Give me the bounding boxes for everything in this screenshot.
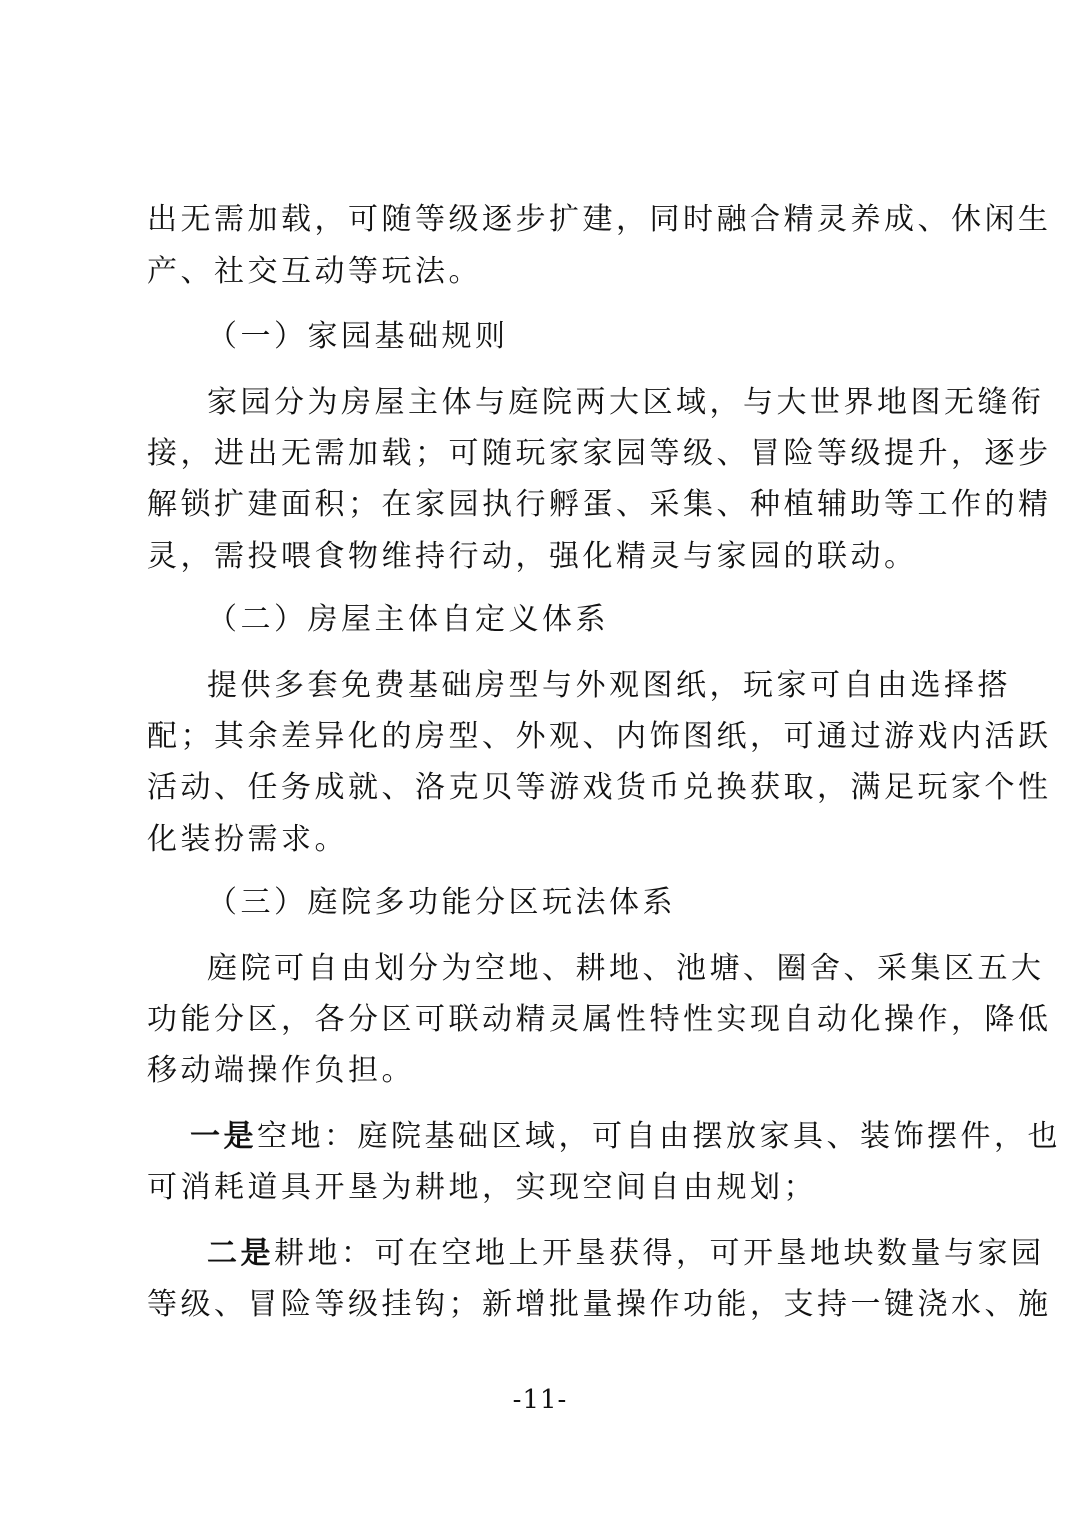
list-item-text: 耕地：可在空地上开垦获得，可开垦地块数量与家园 [274, 1236, 1045, 1271]
section-heading-3: （三）庭院多功能分区玩法体系 [207, 885, 676, 920]
body-text-line: 活动、任务成就、洛克贝等游戏货币兑换获取，满足玩家个性 [147, 770, 1052, 805]
body-text-line: 接，进出无需加载；可随玩家家园等级、冒险等级提升，逐步 [147, 436, 1052, 471]
body-text-line: 提供多套免费基础房型与外观图纸，玩家可自由选择搭 [207, 668, 1011, 703]
list-item-lead: 二是 [207, 1236, 274, 1271]
list-item-line [207, 1234, 1045, 1274]
section-heading-1: （一）家园基础规则 [207, 319, 509, 354]
list-item-text: 空地：庭院基础区域，可自由摆放家具、装饰摆件，也 [257, 1119, 1061, 1154]
body-text-line: 解锁扩建面积；在家园执行孵蛋、采集、种植辅助等工作的精 [147, 487, 1052, 522]
section-heading-2: （二）房屋主体自定义体系 [207, 602, 609, 637]
body-text-line: 可消耗道具开垦为耕地，实现空间自由规划； [147, 1170, 817, 1205]
body-text-line: 出无需加载，可随等级逐步扩建，同时融合精灵养成、休闲生 [147, 202, 1052, 237]
body-text-line: 庭院可自由划分为空地、耕地、池塘、圈舍、采集区五大 [207, 951, 1045, 986]
list-item-lead: 一是 [190, 1119, 257, 1154]
page-number: -11- [512, 1385, 568, 1415]
body-text-line: 灵，需投喂食物维持行动，强化精灵与家园的联动。 [147, 539, 918, 574]
body-text-line: 功能分区，各分区可联动精灵属性特性实现自动化操作，降低 [147, 1002, 1052, 1037]
list-item-line [190, 1117, 1061, 1157]
body-text-line: 配；其余差异化的房型、外观、内饰图纸，可通过游戏内活跃 [147, 719, 1052, 754]
body-text-line: 化装扮需求。 [147, 822, 348, 857]
body-text-line: 家园分为房屋主体与庭院两大区域，与大世界地图无缝衔 [207, 385, 1045, 420]
body-text-line: 移动端操作负担。 [147, 1053, 415, 1088]
body-text-line: 产、社交互动等玩法。 [147, 254, 482, 289]
body-text-line: 等级、冒险等级挂钩；新增批量操作功能，支持一键浇水、施 [147, 1287, 1052, 1322]
